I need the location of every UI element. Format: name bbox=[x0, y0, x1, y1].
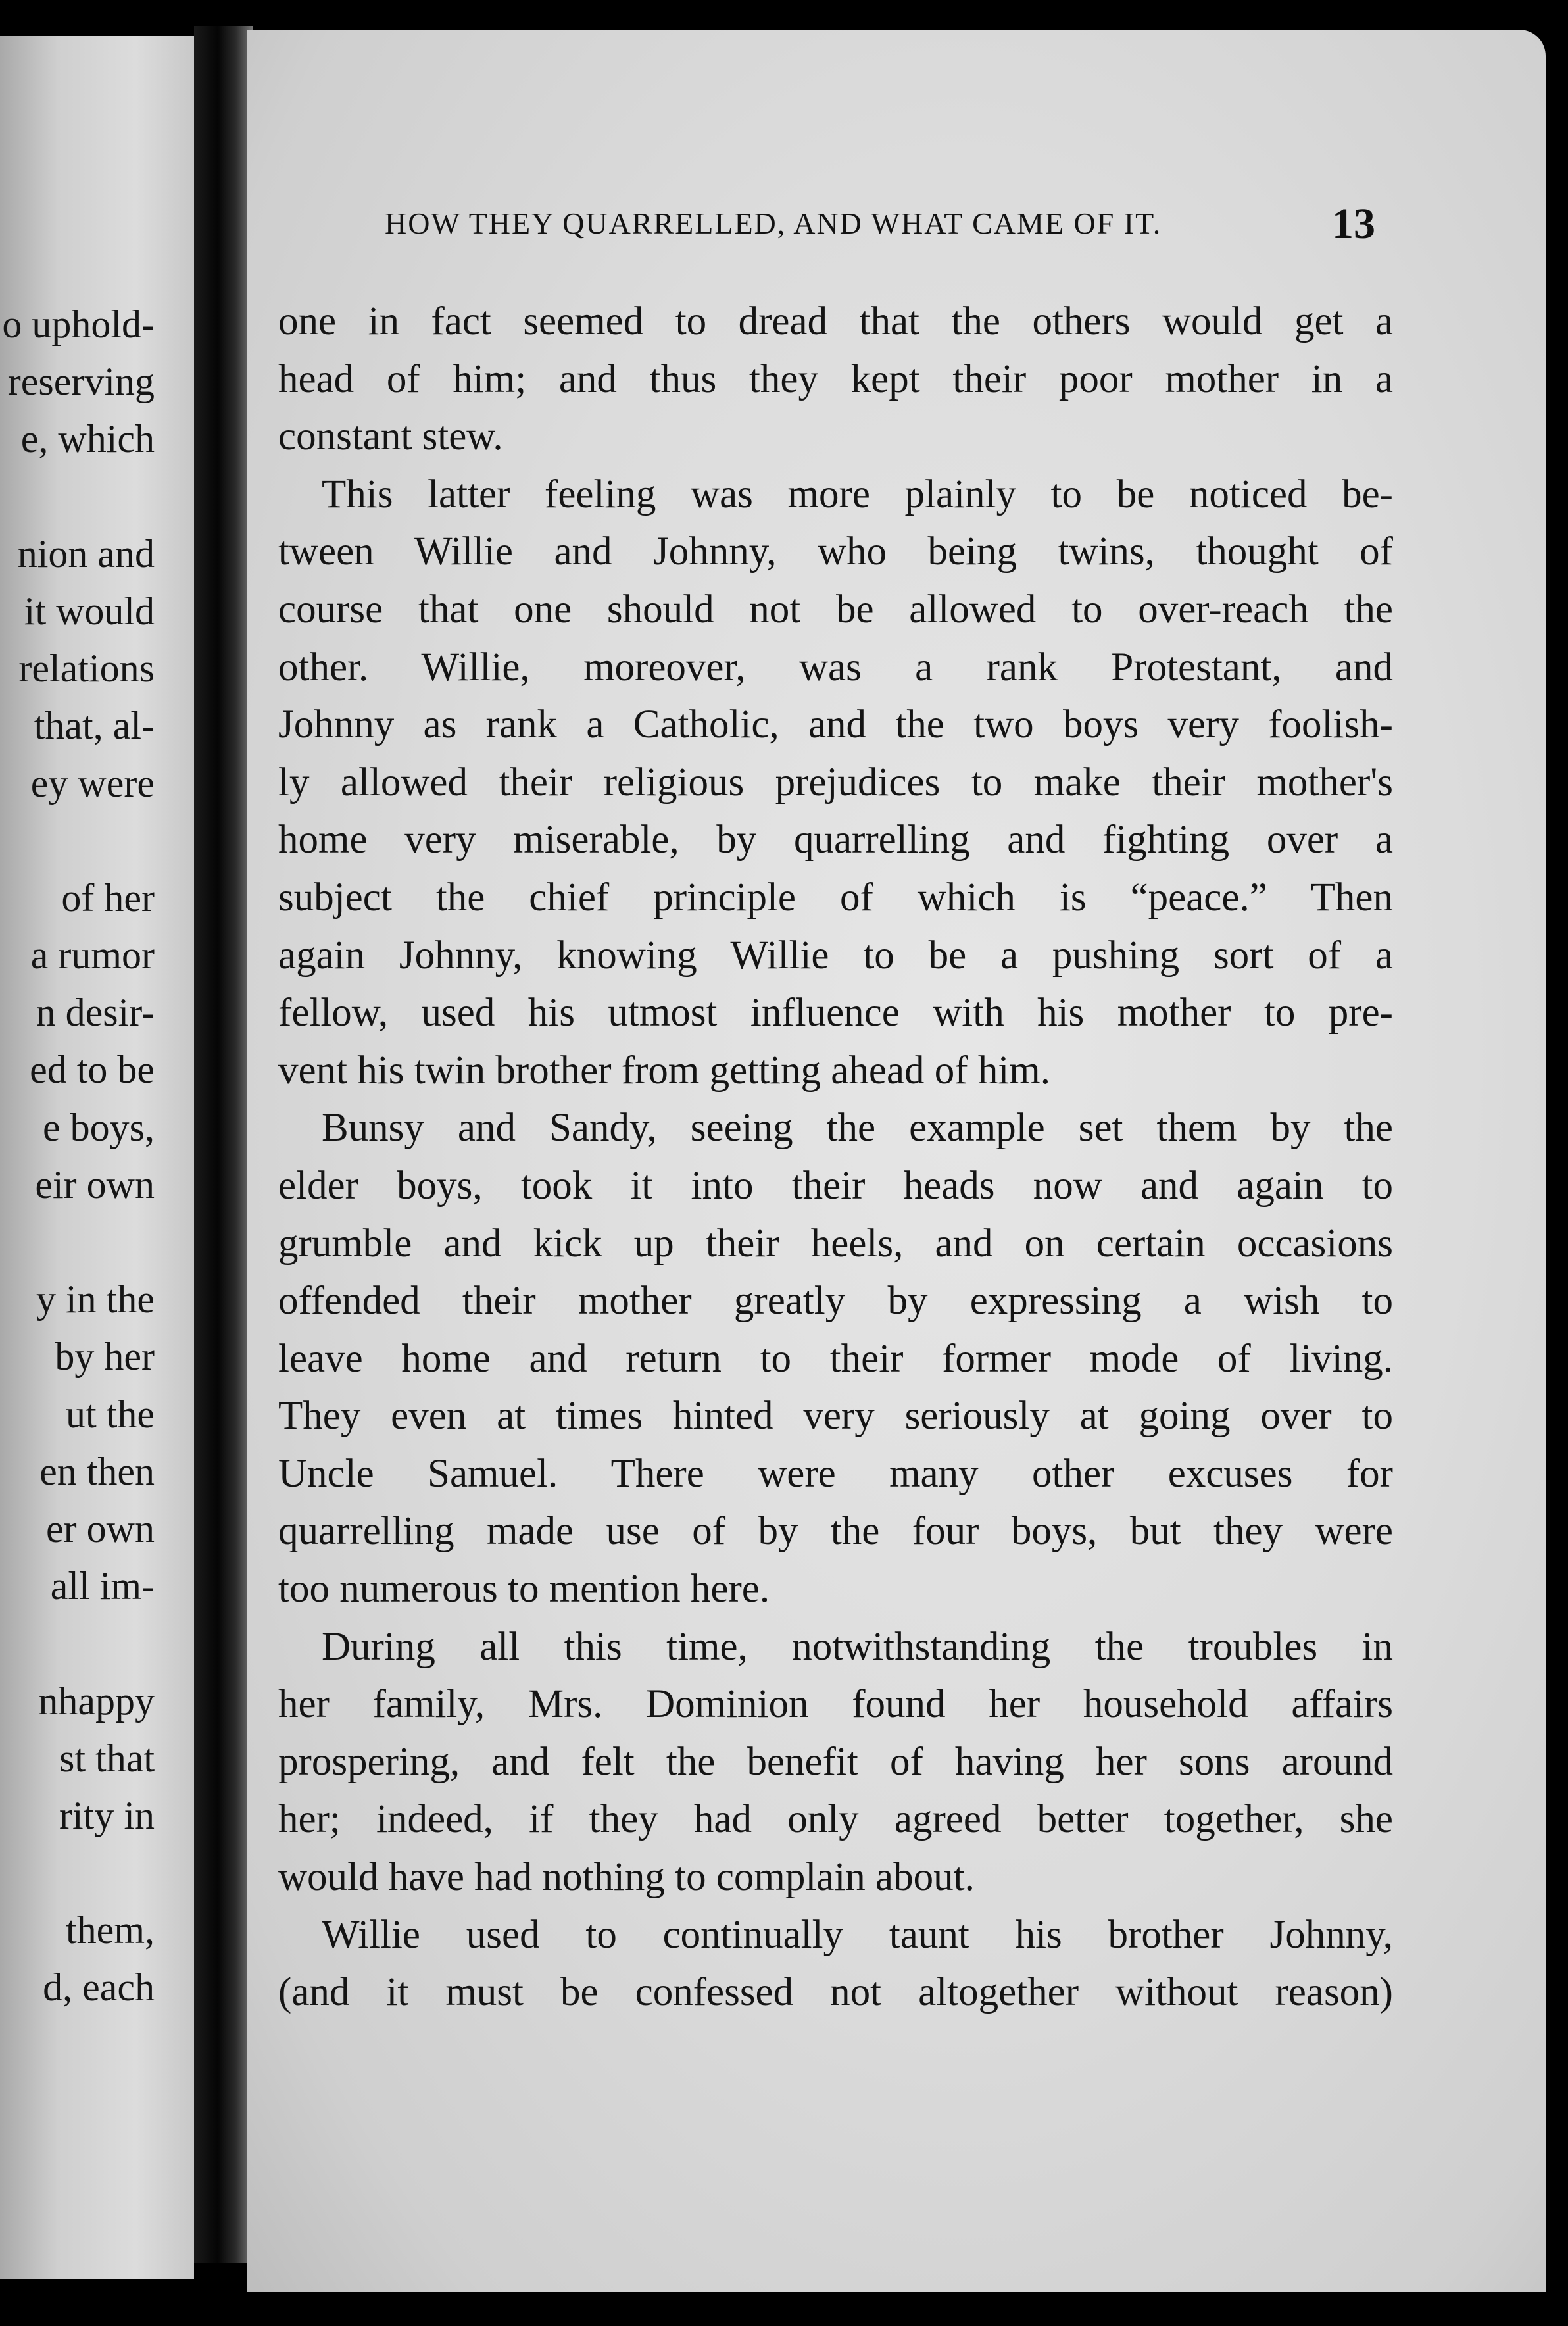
text-line: ly allowed their religious prejudices to make their mother's bbox=[278, 760, 1393, 804]
left-page-line: by her bbox=[55, 1335, 155, 1379]
text-line: other. Willie, moreover, was a rank Protestant, and bbox=[278, 645, 1393, 689]
left-page-line: en then bbox=[39, 1449, 155, 1493]
text-line: home very miserable, by quarrelling and fighting over a bbox=[278, 818, 1393, 862]
left-page-line: y in the bbox=[36, 1277, 155, 1322]
text-line: This latter feeling was more plainly to be noticed be- bbox=[322, 472, 1393, 516]
text-line: Willie used to continually taunt his brother Johnny, bbox=[322, 1912, 1393, 1957]
left-page-line: all im- bbox=[50, 1564, 155, 1608]
text-line: quarrelling made use of by the four boys, but they were bbox=[278, 1509, 1393, 1554]
left-page-line bbox=[0, 1615, 155, 1672]
left-page-line: d, each bbox=[43, 1966, 155, 2010]
left-page-line: a rumor bbox=[30, 933, 155, 977]
left-page-line bbox=[0, 1844, 155, 1902]
left-page-line: o uphold- bbox=[2, 303, 155, 346]
left-page-line bbox=[0, 468, 155, 526]
left-facing-page bbox=[0, 36, 194, 2279]
text-line: head of him; and thus they kept their poor mother in a bbox=[278, 357, 1393, 401]
running-head: HOW THEY QUARRELLED, AND WHAT CAME OF IT. bbox=[385, 207, 1162, 240]
text-line: grumble and kick up their heels, and on certain occasions bbox=[278, 1221, 1393, 1266]
left-page-line bbox=[0, 812, 155, 870]
paragraph bbox=[278, 1099, 1393, 1618]
text-line: (and it must be confessed not altogether without reason) bbox=[278, 1970, 1393, 2015]
text-line: Johnny as rank a Catholic, and the two boys very foolish- bbox=[278, 703, 1393, 747]
left-page-line: e boys, bbox=[43, 1105, 155, 1149]
left-page-line: them, bbox=[66, 1908, 155, 1952]
scan-edge bbox=[1546, 0, 1568, 2326]
left-page-line bbox=[0, 1214, 155, 1271]
left-page-line: n desir- bbox=[36, 991, 155, 1035]
left-page-text bbox=[0, 296, 155, 2017]
paragraph bbox=[278, 466, 1393, 1100]
right-page bbox=[247, 30, 1546, 2292]
left-page-line: nion and bbox=[17, 532, 155, 576]
text-line: During all this time, notwithstanding the troubles in bbox=[322, 1624, 1393, 1669]
text-line: her family, Mrs. Dominion found her household affairs bbox=[278, 1682, 1393, 1727]
text-line: prospering, and felt the benefit of having her sons around bbox=[278, 1739, 1393, 1784]
text-line: her; indeed, if they had only agreed better together, she bbox=[278, 1797, 1393, 1842]
left-page-line: e, which bbox=[20, 417, 155, 461]
text-line: again Johnny, knowing Willie to be a pushing sort of a bbox=[278, 933, 1393, 977]
text-line: one in fact seemed to dread that the others would get a bbox=[278, 299, 1393, 343]
text-line: constant stew. bbox=[278, 414, 503, 459]
text-line: fellow, used his utmost influence with his mother to pre- bbox=[278, 991, 1393, 1035]
text-line: tween Willie and Johnny, who being twins, thought of bbox=[278, 530, 1393, 574]
text-line: vent his twin brother from getting ahead of him. bbox=[278, 1048, 1050, 1093]
left-page-line: eir own bbox=[35, 1162, 155, 1206]
left-page-line: ed to be bbox=[30, 1048, 155, 1092]
left-page-line: ut the bbox=[66, 1392, 155, 1436]
left-page-line: rity in bbox=[59, 1793, 155, 1837]
text-line: would have had nothing to complain about. bbox=[278, 1855, 975, 1900]
left-page-line: reserving bbox=[7, 360, 155, 404]
left-page-line: er own bbox=[46, 1506, 155, 1550]
left-page-line: nhappy bbox=[38, 1679, 155, 1723]
left-page-line: relations bbox=[18, 647, 155, 691]
text-line: course that one should not be allowed to over-reach the bbox=[278, 587, 1393, 631]
left-page-line: st that bbox=[59, 1736, 155, 1780]
book-gutter bbox=[194, 26, 253, 2263]
left-page-line: of her bbox=[61, 876, 155, 920]
page-number: 13 bbox=[1332, 200, 1375, 248]
paragraph bbox=[278, 1906, 1393, 2021]
text-line: elder boys, took it into their heads now and again to bbox=[278, 1163, 1393, 1208]
left-page-line: it would bbox=[24, 589, 155, 633]
text-line: subject the chief principle of which is “peace.” Then bbox=[278, 875, 1393, 920]
left-page-line: that, al- bbox=[34, 704, 155, 748]
paragraph bbox=[278, 293, 1393, 466]
text-line: Bunsy and Sandy, seeing the example set them by the bbox=[322, 1106, 1393, 1151]
left-page-line: ey were bbox=[30, 761, 155, 805]
text-line: Uncle Samuel. There were many other excuses for bbox=[278, 1451, 1393, 1496]
text-line: leave home and return to their former mode of living. bbox=[278, 1336, 1393, 1381]
text-line: offended their mother greatly by expressing a wish to bbox=[278, 1279, 1393, 1324]
paragraph bbox=[278, 1618, 1393, 1906]
text-line: They even at times hinted very seriously at going over to bbox=[278, 1394, 1393, 1439]
body-text bbox=[278, 293, 1393, 2021]
text-line: too numerous to mention here. bbox=[278, 1567, 770, 1612]
